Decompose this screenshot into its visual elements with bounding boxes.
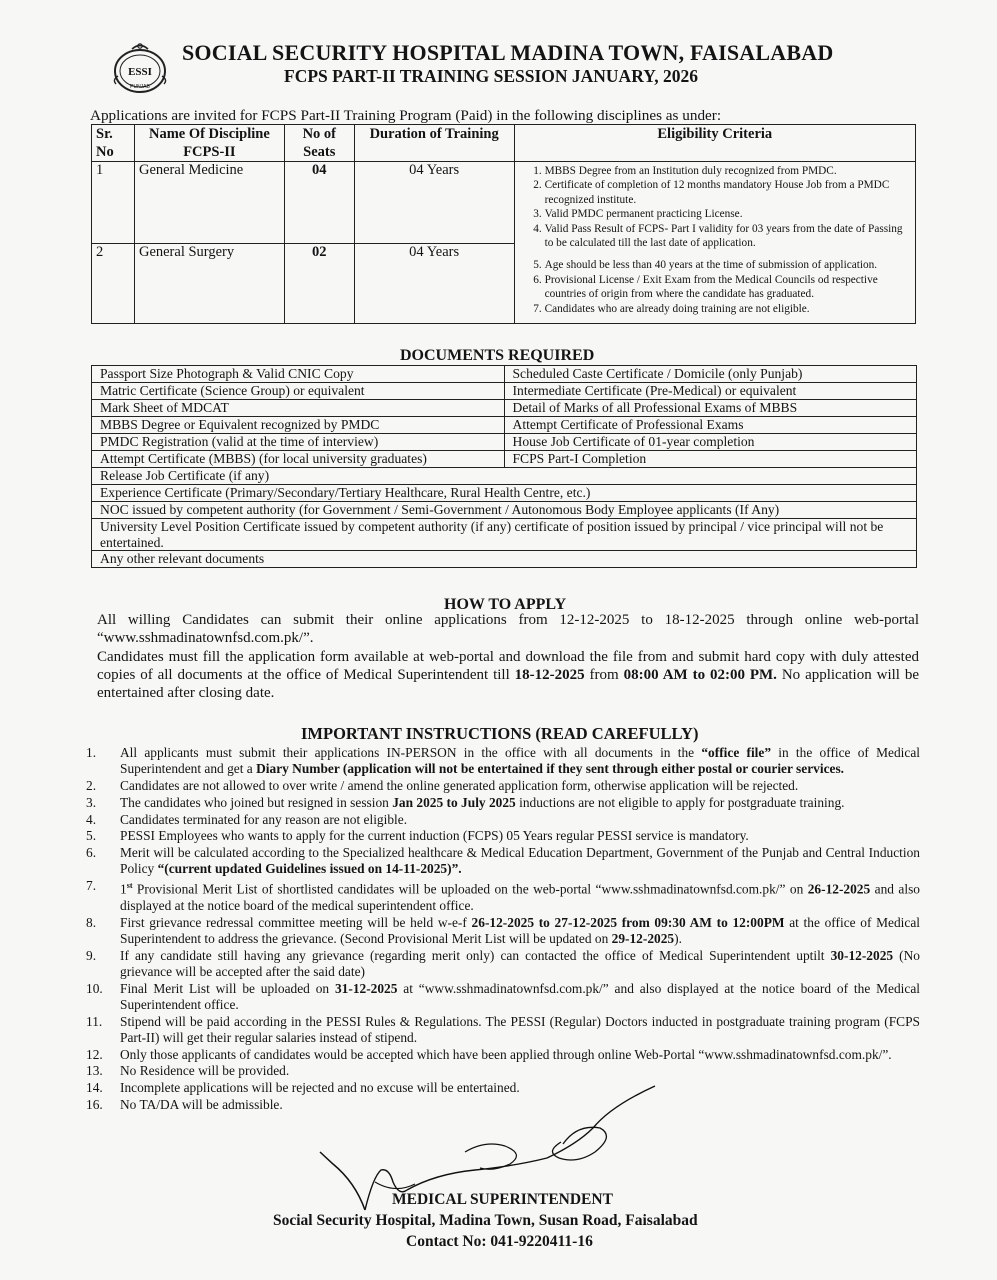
- instruction-item: [86, 1047, 920, 1063]
- table-row: [92, 451, 917, 468]
- eligibility-item: 4. Valid Pass Result of FCPS- Part I validity for 03 years from the date of Passing to be calculated till the last date of application.: [545, 222, 915, 251]
- eligibility-item: 3. Valid PMDC permanent practicing License.: [545, 207, 915, 221]
- table-row: [92, 551, 917, 568]
- instruction-number: 13.: [86, 1063, 103, 1079]
- essi-logo-icon: [110, 40, 170, 96]
- document-item: House Job Certificate of 01-year completion: [504, 434, 917, 451]
- document-item: Attempt Certificate (MBBS) (for local university graduates): [92, 451, 505, 468]
- instruction-segment: Candidates are not allowed to over write / amend the online generated application form, otherwise application will be rejected.: [120, 778, 799, 793]
- instruction-text: [120, 812, 920, 828]
- instruction-segment: st: [126, 881, 133, 891]
- instruction-segment: PESSI Employees who wants to apply for the current induction (FCPS) 05 Years regular PESSI service is mandatory.: [120, 828, 749, 844]
- instruction-text: [120, 981, 920, 1013]
- table-row: [92, 519, 917, 551]
- document-item: MBBS Degree or Equivalent recognized by PMDC: [92, 417, 505, 434]
- instruction-item: [86, 795, 920, 811]
- instruction-item: [86, 1063, 920, 1079]
- instruction-number: 9.: [86, 947, 97, 963]
- header-discipline: Name Of Discipline: [148, 126, 270, 142]
- instruction-number: 7.: [86, 878, 97, 894]
- instruction-number: 1.: [86, 745, 97, 760]
- instruction-segment: 26-12-2025: [807, 881, 871, 897]
- instruction-text: [120, 778, 920, 794]
- instruction-segment: Diary Number (application will not be entertained if they sent through either postal or courier services.: [256, 761, 845, 777]
- row-sr: 2: [92, 244, 135, 324]
- how-to-apply-heading: HOW TO APPLY: [444, 596, 567, 613]
- instruction-segment: All applicants must submit their applications IN-PERSON in the office with all documents in the: [120, 745, 702, 760]
- instruction-segment: First grievance redressal committee meeting will be held w-e-f: [120, 914, 472, 930]
- table-row: [92, 485, 917, 502]
- instruction-segment: ).: [674, 930, 682, 946]
- instruction-item: [86, 745, 920, 777]
- row-duration: 04 Years: [354, 162, 514, 244]
- eligibility-item: 2. Certificate of completion of 12 months mandatory House Job from a PMDC recognized institute.: [545, 178, 915, 207]
- instruction-number: 16.: [86, 1097, 103, 1113]
- instruction-segment: Merit will be calculated according to the Specialized healthcare & Medical Education Department, Government of the Punjab and Central Induction Policy: [120, 845, 920, 877]
- instruction-item: [86, 845, 920, 877]
- instruction-segment: 1: [120, 881, 127, 897]
- table-row: [92, 502, 917, 519]
- document-item: Experience Certificate (Primary/Secondary/Tertiary Healthcare, Rural Health Centre, etc.): [92, 485, 917, 502]
- instruction-text: [120, 878, 920, 914]
- instructions-heading: IMPORTANT INSTRUCTIONS (READ CAREFULLY): [301, 724, 699, 743]
- instruction-text: [120, 1047, 920, 1063]
- instruction-segment: Jan 2025 to July 2025: [392, 794, 516, 810]
- instruction-segment: No Residence will be provided.: [120, 1063, 290, 1079]
- intro-text: Applications are invited for FCPS Part-II Training Program (Paid) in the following disciplines as under:: [90, 107, 722, 124]
- instruction-segment: at “www.sshmadinatownfsd.com.pk/” and also displayed at the notice board of the Medical Superintendent office.: [120, 980, 920, 1012]
- instruction-text: [120, 1063, 920, 1079]
- header-fcps: FCPS-II: [183, 144, 236, 160]
- table-row: [92, 162, 916, 244]
- instruction-segment: The candidates who joined but resigned in session: [120, 794, 393, 810]
- instruction-segment: 31-12-2025: [334, 980, 398, 996]
- header-no-of: No of: [302, 126, 336, 142]
- training-table: [91, 124, 916, 324]
- how-to-apply-p2: [97, 648, 919, 703]
- table-row: [92, 383, 917, 400]
- instruction-number: 3.: [86, 794, 97, 810]
- header-sr: Sr.: [96, 126, 113, 142]
- hospital-title: SOCIAL SECURITY HOSPITAL MADINA TOWN, FAISALABAD: [182, 40, 834, 65]
- row-discipline: General Surgery: [134, 244, 284, 324]
- row-duration: 04 Years: [354, 244, 514, 324]
- instruction-segment: in the office of Medical Superintendent and get a: [120, 745, 921, 777]
- instruction-segment: Only those applicants of candidates would be accepted which have been applied through online Web-Portal “www.sshmadinatownfsd.com.pk/”.: [120, 1046, 892, 1062]
- instruction-text: [120, 948, 920, 980]
- how-to-apply-text: [97, 611, 919, 702]
- header-eligibility: Eligibility Criteria: [514, 125, 915, 162]
- instruction-segment: Incomplete applications will be rejected and no excuse will be entertained.: [120, 1080, 520, 1096]
- instruction-number: 4.: [86, 811, 97, 827]
- instruction-item: [86, 812, 920, 828]
- p2-text: Candidates must fill the application form available at web-portal and download the file from and submit hard copy with duly attested copies of all documents at the office of Medical Superintendent till: [97, 648, 919, 683]
- instruction-number: 6.: [86, 845, 97, 861]
- p2-text: No application will be entertained after closing date.: [97, 666, 919, 702]
- document-item: Intermediate Certificate (Pre-Medical) or equivalent: [504, 383, 917, 400]
- eligibility-item: 6. Provisional License / Exit Exam from the Medical Councils od respective countries of origin from where the candidate has graduated.: [545, 273, 915, 302]
- instruction-segment: Candidates terminated for any reason are not eligible.: [120, 811, 408, 827]
- p2-text: from: [584, 666, 624, 683]
- document-item: Passport Size Photograph & Valid CNIC Copy: [92, 366, 505, 383]
- instruction-segment: Final Merit List will be uploaded on: [120, 980, 335, 996]
- training-header-row: [92, 125, 916, 162]
- p2-office-hours: 08:00 AM to 02:00 PM.: [623, 666, 777, 683]
- document-item: PMDC Registration (valid at the time of interview): [92, 434, 505, 451]
- svg-text:ESSI: ESSI: [128, 66, 152, 78]
- instruction-number: 2.: [86, 778, 97, 793]
- instruction-text: [120, 745, 920, 777]
- session-subtitle: FCPS PART-II TRAINING SESSION JANUARY, 2026: [284, 66, 698, 86]
- instruction-segment: at the office of Medical Superintendent to address the grievance. (Second Provisional Merit List will be updated on: [120, 914, 920, 946]
- document-item: Scheduled Caste Certificate / Domicile (only Punjab): [504, 366, 917, 383]
- instruction-segment: 30-12-2025: [830, 947, 894, 963]
- p2-closing-date: 18-12-2025: [514, 666, 585, 683]
- instruction-item: [86, 948, 920, 980]
- eligibility-list: [515, 164, 915, 316]
- instruction-segment: “(current updated Guidelines issued on 14-11-2025)”.: [157, 861, 462, 877]
- document-item: NOC issued by competent authority (for Government / Semi-Government / Autonomous Body Employee applicants (If Any): [92, 502, 917, 519]
- row-seats: 02: [284, 244, 354, 324]
- header-no: No: [96, 144, 114, 160]
- instruction-item: [86, 778, 920, 794]
- header-duration: Duration of Training: [354, 125, 514, 162]
- instruction-item: [86, 915, 920, 947]
- instruction-segment: and also displayed at the notice board of the medical superintendent office.: [120, 881, 920, 913]
- hospital-address: Social Security Hospital, Madina Town, Susan Road, Faisalabad: [273, 1212, 698, 1229]
- instruction-item: [86, 981, 920, 1013]
- instruction-text: [120, 795, 920, 811]
- signatory-role: MEDICAL SUPERINTENDENT: [392, 1191, 613, 1208]
- document-item: Detail of Marks of all Professional Exams of MBBS: [504, 400, 917, 417]
- instruction-number: 14.: [86, 1080, 103, 1096]
- documents-table: [91, 365, 917, 568]
- document-item: Release Job Certificate (if any): [92, 468, 917, 485]
- row-discipline: General Medicine: [134, 162, 284, 244]
- row-sr: 1: [92, 162, 135, 244]
- instruction-number: 12.: [86, 1046, 103, 1062]
- instruction-text: [120, 1014, 920, 1046]
- instruction-segment: 26-12-2025 to 27-12-2025 from 09:30 AM to 12:00PM: [471, 914, 785, 930]
- table-row: [92, 434, 917, 451]
- instruction-item: [86, 878, 920, 914]
- table-row: [92, 366, 917, 383]
- instruction-item: [86, 828, 920, 844]
- eligibility-item: 1. MBBS Degree from an Institution duly recognized from PMDC.: [545, 164, 915, 178]
- document-item: Matric Certificate (Science Group) or equivalent: [92, 383, 505, 400]
- how-to-apply-p1: All willing Candidates can submit their online applications from 12-12-2025 to 18-12-2025 through online web-portal “www.sshmadinatownfsd.com.pk/”.: [97, 612, 919, 647]
- document-item: FCPS Part-I Completion: [504, 451, 917, 468]
- instruction-segment: If any candidate still having any grievance (regarding merit only) can contacted the office of Medical Superintendent uptilt: [120, 947, 831, 963]
- instruction-number: 8.: [86, 914, 97, 930]
- document-item: Mark Sheet of MDCAT: [92, 400, 505, 417]
- instruction-number: 11.: [86, 1013, 103, 1029]
- svg-text:PUNJAB: PUNJAB: [130, 84, 150, 90]
- instruction-segment: Stipend will be paid according in the PESSI Rules & Regulations. The PESSI (Regular) Doctors inducted in postgraduate training program (FCPS Part-II) will get their regular salaries instead of stipend.: [120, 1013, 920, 1045]
- contact-number: Contact No: 041-9220411-16: [406, 1233, 593, 1250]
- instructions-list: [86, 745, 920, 1114]
- eligibility-item: 5. Age should be less than 40 years at the time of submission of application.: [545, 258, 915, 272]
- document-item: Attempt Certificate of Professional Exams: [504, 417, 917, 434]
- table-row: [92, 400, 917, 417]
- instruction-segment: “office file”: [701, 745, 772, 760]
- instruction-segment: (No grievance will be accepted after the said date): [120, 947, 920, 979]
- instruction-number: 5.: [86, 828, 97, 844]
- document-item: University Level Position Certificate issued by competent authority (if any) certificate of position issued by principal / vice principal will not be entertained.: [92, 519, 917, 551]
- table-row: [92, 468, 917, 485]
- instruction-text: [120, 828, 920, 844]
- instruction-text: [120, 845, 920, 877]
- instruction-text: [120, 915, 920, 947]
- instruction-number: 10.: [86, 980, 103, 996]
- table-row: [92, 417, 917, 434]
- row-seats: 04: [284, 162, 354, 244]
- instruction-segment: Provisional Merit List of shortlisted candidates will be uploaded on the web-portal “www.sshmadinatownfsd.com.pk/” on: [132, 881, 808, 897]
- eligibility-criteria: [514, 162, 915, 324]
- instruction-segment: inductions are not eligible to apply for postgraduate training.: [515, 794, 845, 810]
- instruction-segment: 29-12-2025: [611, 930, 675, 946]
- eligibility-item: 7. Candidates who are already doing training are not eligible.: [545, 302, 915, 316]
- instruction-segment: No TA/DA will be admissible.: [120, 1097, 283, 1113]
- documents-heading: DOCUMENTS REQUIRED: [400, 347, 595, 364]
- instruction-item: [86, 1014, 920, 1046]
- header-seats: Seats: [303, 144, 336, 160]
- document-item: Any other relevant documents: [92, 551, 917, 568]
